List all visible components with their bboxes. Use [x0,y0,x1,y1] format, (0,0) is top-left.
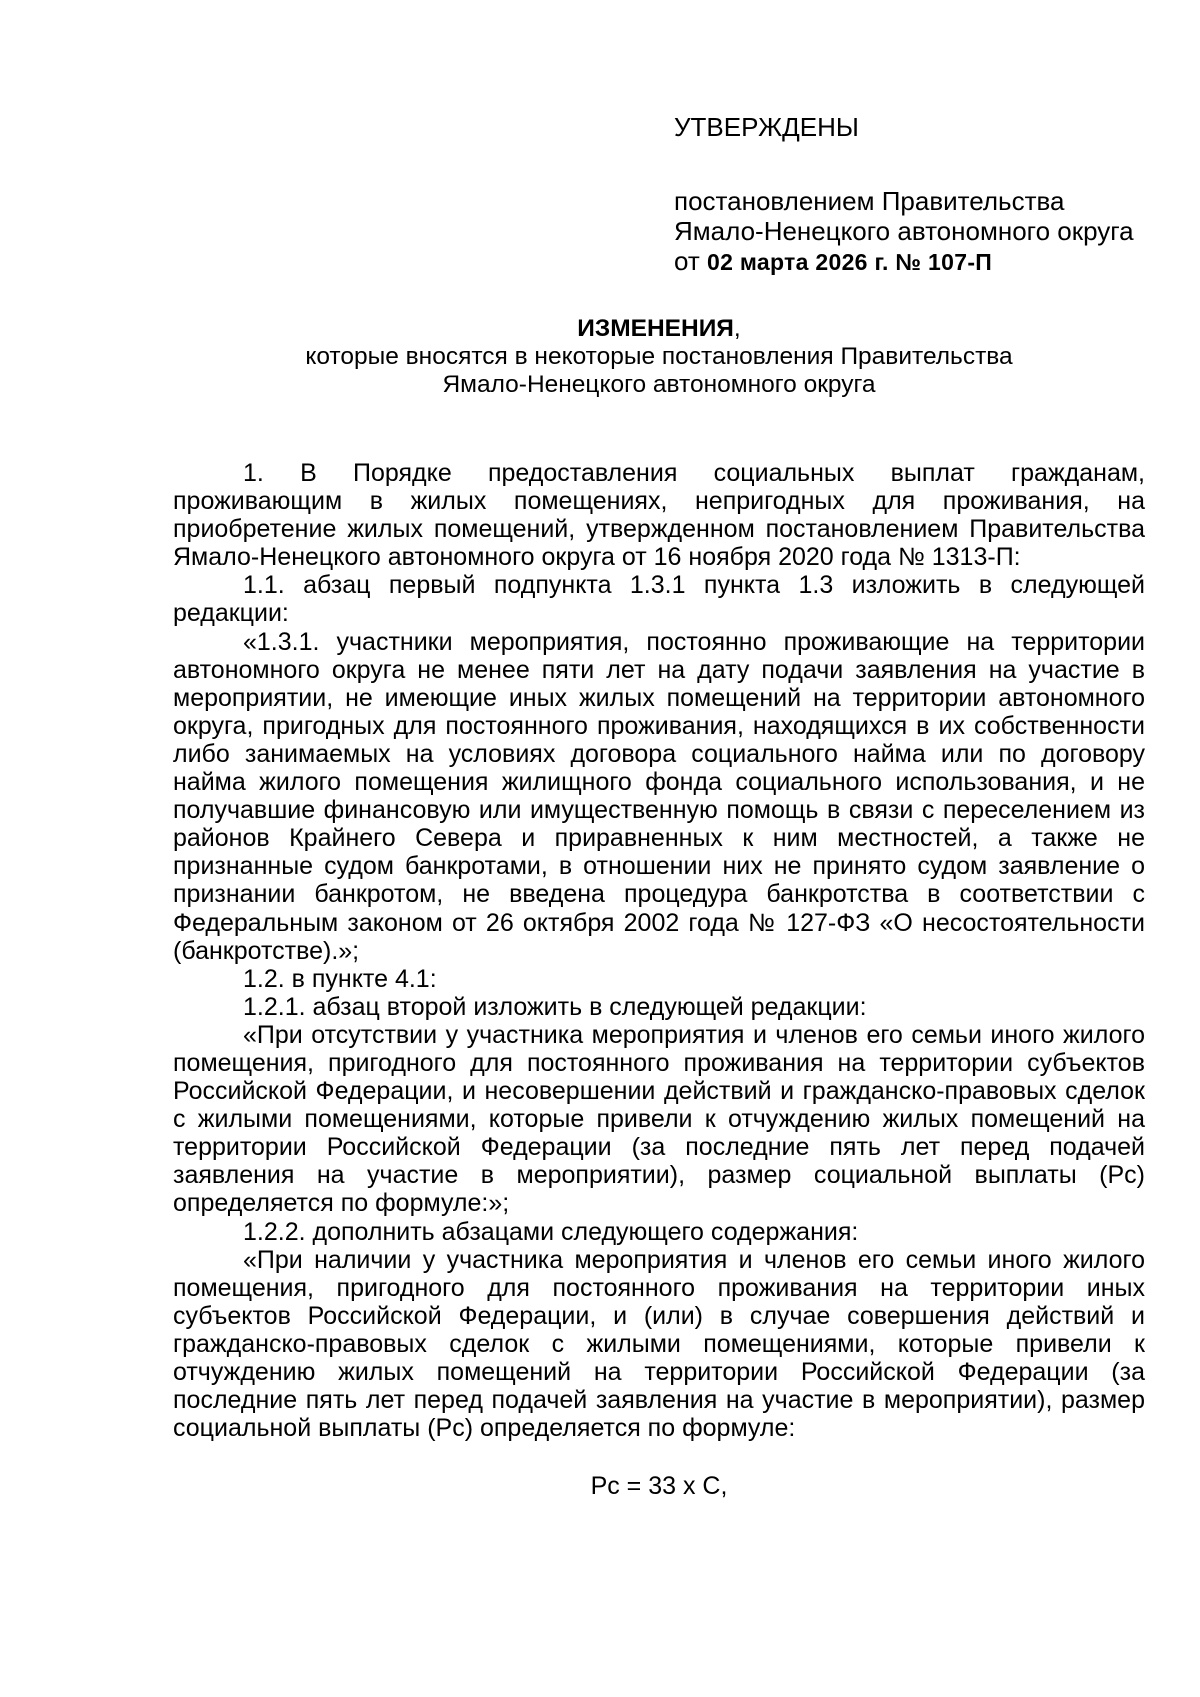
document-heading-line [172,315,1146,343]
paragraph-1-2-2-quote: «При наличии у участника мероприятия и членов его семьи иного жилого помещения, пригодного для постоянного проживания на территории иных субъектов Российской Федерации, и (или) в случае совершения действий и гражданско-правовых сделок с жилыми помещениями, которые привели к отчуждению жилых помещений на территории Российской Федерации (за последние пять лет перед подачей заявления на участие в мероприятии), размер социальной выплаты (Рс) определяется по формуле: [173,1245,1145,1443]
approval-date-value: 02 марта 2026 г. № 107-П [707,249,993,275]
paragraph-1-1: 1.1. абзац первый подпункта 1.3.1 пункта 1.3 изложить в следующей редакции: [173,571,1145,628]
formula: Рс = 33 х С, [590,1472,728,1501]
paragraph-1: 1. В Порядке предоставления социальных выплат гражданам, проживающим в жилых помещениях, непригодных для проживания, на приобретение жилых помещений, утвержденном постановлением Правительства Ямало-Ненецкого автономного округа от 16 ноября 2020 года № 1313-П: [173,459,1145,572]
paragraph-1-2-2: 1.2.2. дополнить абзацами следующего содержания: [243,1217,859,1246]
approval-block [674,112,1174,277]
document-heading-suffix: , [733,315,741,342]
document-subtitle-line-2: Ямало-Ненецкого автономного округа [442,371,876,398]
approval-line-2: Ямало-Ненецкого автономного округа [674,216,1134,246]
approval-date-prefix: от [674,246,708,276]
approval-gap [674,142,1174,186]
document-heading: ИЗМЕНЕНИЯ [577,315,734,342]
approval-status: УТВЕРЖДЕНЫ [674,112,859,142]
paragraph-1-2: 1.2. в пункте 4.1: [243,964,437,993]
approval-line-1: постановлением Правительства [674,186,1065,216]
paragraph-1-3-1-quote: «1.3.1. участники мероприятия, постоянно проживающие на территории автономного округа не менее пяти лет на дату подачи заявления на участие в мероприятии, не имеющие иных жилых помещений на территории автономного округа, пригодных для постоянного проживания, находящихся в их собственности либо занимаемых на условиях договора социального найма или по договору найма жилого помещения жилищного фонда социального использования, и не получавшие финансовую или имущественную помощь в связи с переселением из районов Крайнего Севера и приравненных к ним местностей, а также не признанные судом банкротами, в отношении них не принято судом заявление о признании банкротом, не введена процедура банкротства в соответствии с Федеральным законом от 26 октября 2002 года № 127-ФЗ «О несостоятельности (банкротстве).»; [173,627,1145,965]
document-body [173,459,1145,1500]
paragraph-1-2-1: 1.2.1. абзац второй изложить в следующей редакции: [243,992,867,1021]
paragraph-1-2-1-quote: «При отсутствии у участника мероприятия и членов его семьи иного жилого помещения, пригодного для постоянного проживания на территории субъектов Российской Федерации, и несовершении действий и гражданско-правовых сделок с жилыми помещениями, которые привели к отчуждению жилых помещений на территории Российской Федерации (за последние пять лет перед подачей заявления на участие в мероприятии), размер социальной выплаты (Рс) определяется по формуле:»; [173,1020,1145,1218]
document-subtitle-line-1: которые вносятся в некоторые постановления Правительства [305,343,1013,370]
document-title-block [172,315,1146,399]
approval-date-line [674,246,1174,277]
